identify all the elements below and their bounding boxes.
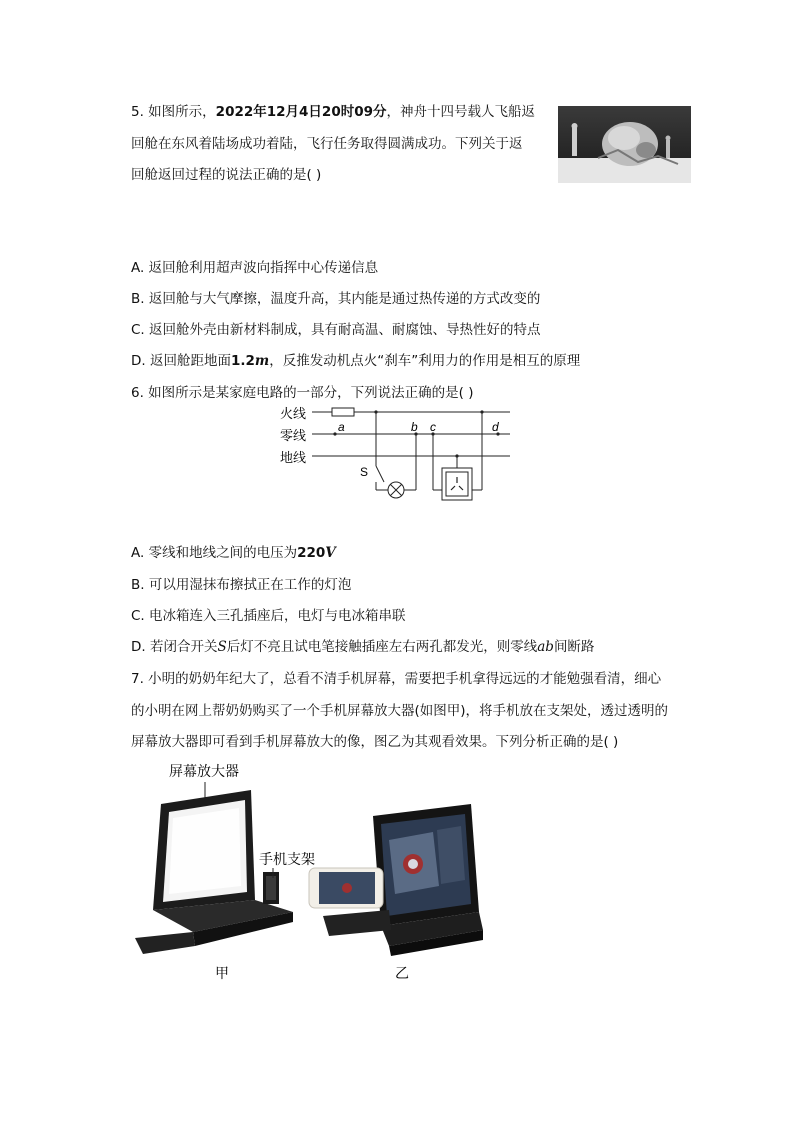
point-c: c — [430, 420, 436, 434]
magnifier-figure — [133, 760, 493, 990]
ground-wire-label: 地线 — [280, 450, 307, 465]
q6-stem: 6. 如图所示是某家庭电路的一部分，下列说法正确的是( ) — [131, 385, 474, 401]
q7-line2: 的小明在网上帮奶奶购买了一个手机屏幕放大器(如图甲)，将手机放在支架处，透过透明的 — [131, 703, 669, 719]
q5-option-a: A. 返回舱利用超声波向指挥中心传递信息 — [131, 260, 379, 276]
q7-line1: 7. 小明的奶奶年纪大了，总看不清手机屏幕，需要把手机拿得远远的才能勉强看清，细心 — [131, 671, 662, 687]
stand-label: 手机支架 — [259, 851, 315, 867]
point-d: d — [492, 420, 499, 434]
magnifier-label: 屏幕放大器 — [169, 763, 239, 779]
q5-line2: 回舱在东风着陆场成功着陆，飞行任务取得圆满成功。下列关于返 — [131, 136, 523, 152]
caption-jia: 甲 — [215, 965, 229, 981]
point-a: a — [338, 420, 345, 434]
q6-option-c: C. 电冰箱连入三孔插座后，电灯与电冰箱串联 — [131, 608, 406, 624]
neutral-wire-label: 零线 — [280, 428, 307, 443]
q6-option-b: B. 可以用湿抹布擦拭正在工作的灯泡 — [131, 577, 352, 593]
switch-label: S — [360, 465, 369, 479]
magnifier-product-jia — [135, 790, 293, 954]
q5-line1: 5. 如图所示，2022年12月4日20时09分，神舟十四号载人飞船返 — [131, 104, 535, 120]
q7-line3: 屏幕放大器即可看到手机屏幕放大的像，图乙为其观看效果。下列分析正确的是( ) — [131, 734, 619, 750]
switch-blade — [376, 466, 384, 482]
q5-option-d: D. 返回舱距地面1.2m，反推发动机点火“刹车”利用力的作用是相互的原理 — [131, 353, 581, 369]
live-wire-label: 火线 — [280, 406, 307, 421]
point-b: b — [411, 420, 418, 434]
q5-line3: 回舱返回过程的说法正确的是( ) — [131, 167, 322, 183]
caption-yi: 乙 — [395, 965, 409, 981]
magnifier-product-yi — [309, 804, 483, 956]
capsule-photo — [558, 106, 691, 183]
fuse — [332, 408, 354, 416]
q5-option-b: B. 返回舱与大气摩擦，温度升高，其内能是通过热传递的方式改变的 — [131, 291, 541, 307]
q6-option-d: D. 若闭合开关S后灯不亮且试电笔接触插座左右两孔都发光，则零线ab间断路 — [131, 639, 595, 655]
q6-option-a: A. 零线和地线之间的电压为220V — [131, 545, 336, 561]
q5-option-c: C. 返回舱外壳由新材料制成，具有耐高温、耐腐蚀、导热性好的特点 — [131, 322, 541, 338]
circuit-diagram — [278, 402, 518, 506]
